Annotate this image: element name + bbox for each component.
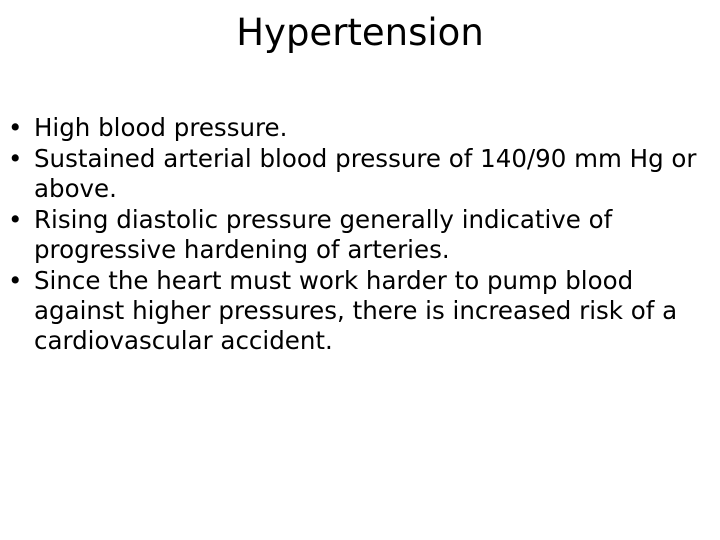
bullet-mark: • bbox=[8, 113, 23, 142]
slide-title: Hypertension bbox=[236, 11, 484, 54]
bullet-item bbox=[6, 205, 706, 265]
bullet-mark: • bbox=[8, 144, 23, 173]
bullet-text: Since the heart must work harder to pump blood against higher pressures, there is increased risk of a cardiovascular accident. bbox=[34, 266, 678, 355]
bullet-item bbox=[6, 266, 706, 356]
bullet-text: Rising diastolic pressure generally indicative of progressive hardening of arteries. bbox=[34, 205, 613, 264]
bullet-item bbox=[6, 144, 706, 204]
bullet-text: High blood pressure. bbox=[34, 113, 288, 142]
bullet-item bbox=[6, 113, 706, 143]
bullet-list bbox=[6, 113, 706, 357]
bullet-mark: • bbox=[8, 266, 23, 295]
bullet-mark: • bbox=[8, 205, 23, 234]
bullet-text: Sustained arterial blood pressure of 140/90 mm Hg or above. bbox=[34, 144, 697, 203]
